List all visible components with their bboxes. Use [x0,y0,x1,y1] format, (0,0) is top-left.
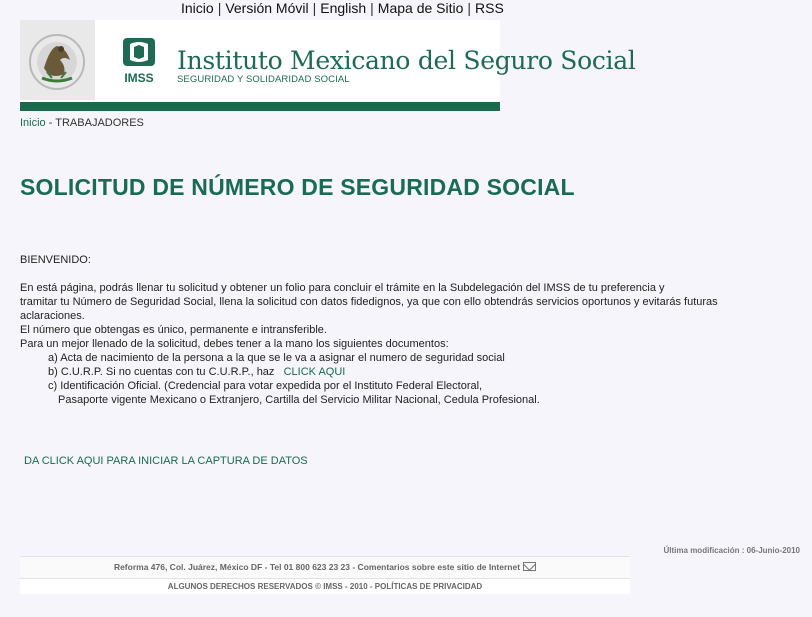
nav-mapa-sitio-link[interactable]: Mapa de Sitio [377,0,464,16]
intro-line-1: En está página, podrás llenar tu solicitud y obtener un folio para concluir el trámite en la Subdelegación del IMSS de tu preferencia y [20,282,665,294]
curp-click-link[interactable]: CLICK AQUI [283,366,346,378]
document-item-c: c) Identificación Oficial. (Credencial para votar expedida por el Instituto Federal Electoral, [48,380,483,392]
footer-rights[interactable]: ALGUNOS DERECHOS RESERVADOS © IMSS - 2010 - POLÍTICAS DE PRIVACIDAD [20,579,630,594]
document-item-b-text: b) C.U.R.P. Si no cuentas con tu C.U.R.P., haz [48,366,275,378]
intro-line-3: aclaraciones. [20,310,85,322]
last-modified-text: Última modificación : 06-Junio-2010 [663,546,800,555]
documents-intro: Para un mejor llenado de la solicitud, debes tener a la mano los siguientes documentos: [20,338,449,350]
footer-address-line [20,556,630,579]
breadcrumb-current: TRABAJADORES [55,117,144,129]
document-item-a: a) Acta de nacimiento de la persona a la que se le va a asignar el numero de seguridad social [48,352,505,364]
footer [20,556,630,594]
top-navigation [181,0,504,16]
header-banner[interactable] [20,20,636,111]
envelope-icon[interactable] [523,562,536,571]
start-capture-link[interactable]: DA CLICK AQUI PARA INICIAR LA CAPTURA DE DATOS [24,455,308,467]
breadcrumb-separator: - [45,117,56,129]
nav-english-link[interactable]: English [320,0,367,16]
logo-text: IMSS [124,71,154,85]
document-item-c-continued: Pasaporte vigente Mexicano o Extranjero, Cartilla del Servicio Militar Nacional, Cedula Profesional. [58,394,540,406]
nav-separator: | [312,0,317,16]
nav-separator: | [370,0,374,16]
footer-address[interactable]: Reforma 476, Col. Juárez, México DF - Tel 01 800 623 23 23 - Comentarios sobre este sitio de Internet [113,562,521,572]
breadcrumb [20,117,144,129]
institute-title: Instituto Mexicano del Seguro Social [177,46,636,75]
document-item-b [20,365,780,379]
mexican-seal-icon [20,20,95,100]
greeting-text: BIENVENIDO: [20,254,91,266]
unique-number-text: El número que obtengas es único, permanente e intransferible. [20,324,327,336]
page-title: SOLICITUD DE NÚMERO DE SEGURIDAD SOCIAL [20,174,575,200]
nav-separator: | [217,0,222,16]
nav-rss-link[interactable]: RSS [475,0,504,16]
instructions-content [20,253,780,407]
imss-logo-icon [120,38,158,86]
nav-version-movil-link[interactable]: Versión Móvil [225,0,309,16]
institute-subtitle: SEGURIDAD Y SOLIDARIDAD SOCIAL [177,74,350,85]
breadcrumb-home-link[interactable]: Inicio [20,117,46,129]
banner-divider [20,102,500,111]
intro-line-2: tramitar tu Número de Seguridad Social, llena la solicitud con datos fidedignos, ya que con ello obtendrás servicios oportunos y evitarás futuras [20,296,718,308]
nav-separator: | [467,0,472,16]
nav-inicio-link[interactable]: Inicio [181,0,214,16]
